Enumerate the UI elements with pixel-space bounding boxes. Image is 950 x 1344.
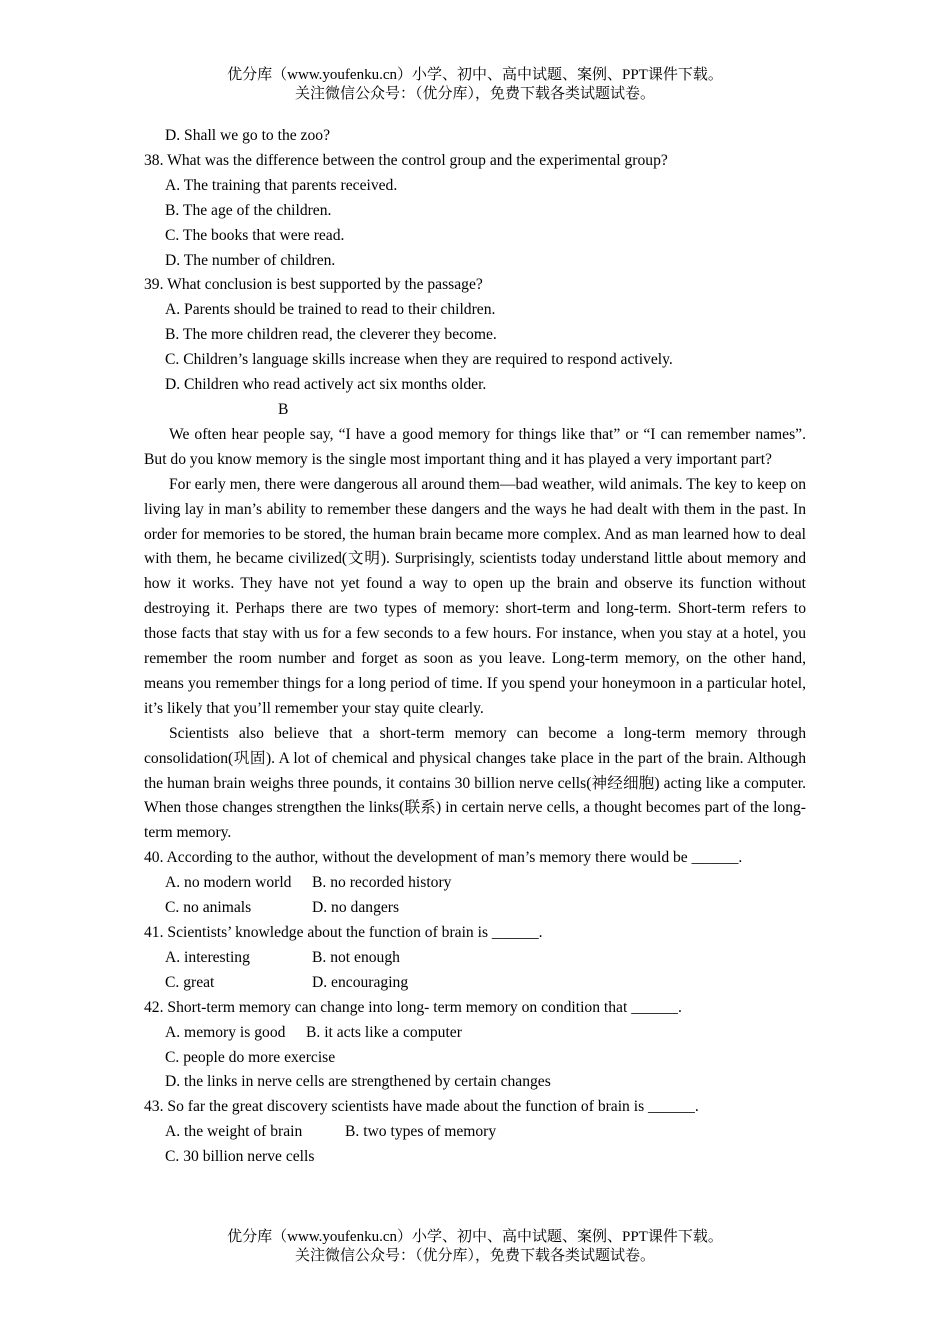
header-line-1: 优分库（www.youfenku.cn）小学、初中、高中试题、案例、PPT课件下载。 <box>227 67 723 83</box>
q43-option-c: C. 30 billion nerve cells <box>165 1148 315 1166</box>
q42-option-c: C. people do more exercise <box>165 1048 336 1066</box>
q39-stem: 39. What conclusion is best supported by the passage? <box>144 276 483 294</box>
q42-option-a: A. memory is good <box>165 1023 286 1041</box>
q40-stem: 40. According to the author, without the development of man’s memory there would be ______. <box>144 849 743 867</box>
q43-stem: 43. So far the great discovery scientists have made about the function of brain is ______. <box>144 1098 699 1116</box>
q41-option-d: D. encouraging <box>312 973 409 991</box>
q38-option-c: C. The books that were read. <box>165 226 345 244</box>
q42-option-d: D. the links in nerve cells are strengthened by certain changes <box>165 1073 551 1091</box>
q39-option-b: B. The more children read, the cleverer they become. <box>165 326 497 344</box>
passage-paragraph-1: We often hear people say, “I have a good memory for things like that” or “I can remember names”. But do you know memory is the single most important thing and it has played a very important part? <box>144 425 806 468</box>
q39-option-d: D. Children who read actively act six months older. <box>165 376 487 394</box>
section-heading-b: B <box>278 400 289 418</box>
q42-stem: 42. Short-term memory can change into long- term memory on condition that ______. <box>144 998 682 1016</box>
q42-option-b: B. it acts like a computer <box>306 1023 462 1041</box>
q41-option-a: A. interesting <box>165 948 250 966</box>
q41-options-row-2 <box>144 971 806 996</box>
q41-stem: 41. Scientists’ knowledge about the function of brain is ______. <box>144 924 543 941</box>
q41-options-row-1 <box>144 946 806 971</box>
q39-option-a: A. Parents should be trained to read to their children. <box>165 301 496 319</box>
page-header <box>0 66 950 104</box>
document-body <box>144 124 806 1170</box>
page-footer <box>0 1228 950 1266</box>
prev-question-option-d: D. Shall we go to the zoo? <box>165 127 330 144</box>
q38-option-a: A. The training that parents received. <box>165 176 398 194</box>
q38-stem: 38. What was the difference between the control group and the experimental group? <box>144 151 668 169</box>
q43-option-b: B. two types of memory <box>345 1123 497 1141</box>
q39-option-c: C. Children’s language skills increase when they are required to respond actively. <box>165 351 673 369</box>
passage-paragraph-3: Scientists also believe that a short-term memory can become a long-term memory through consolidation(巩固). A lot of chemical and physical changes take place in the part of the brain. Although the human brain weighs three pounds, it contains 30 billion nerve cells(神经细胞) acting like a computer. When those changes strengthen the links(联系) in certain nerve cells, a thought becomes part of the long-term memory. <box>144 724 806 842</box>
q43-option-a: A. the weight of brain <box>165 1123 303 1141</box>
q40-options-row-2 <box>144 896 806 921</box>
header-line-2: 关注微信公众号：（优分库），免费下载各类试题试卷。 <box>294 86 655 102</box>
q40-option-c: C. no animals <box>165 899 252 917</box>
q38-option-b: B. The age of the children. <box>165 201 332 219</box>
q40-option-d: D. no dangers <box>312 899 400 917</box>
passage-paragraph-2: For early men, there were dangerous all around them—bad weather, wild animals. The key to keep on living lay in man’s ability to remember these dangers and the ways he had dealt with them in the past. In order for memories to be stored, the human brain became more complex. And as man learned how to deal with them, he became civilized(文明). Surprisingly, scientists today understand little about memory and how it works. They have not yet found a way to open up the brain and observe its function without destroying it. Perhaps there are two types of memory: short-term and long-term. Short-term refers to those facts that stay with us for a few seconds to a few hours. For instance, when you stay at a hotel, you remember the room number and forget as soon as you leave. Long-term memory, on the other hand, means you remember things for a long period of time. If you spend your honeymoon in a particular hotel, it’s likely that you’ll remember your stay quite clearly. <box>144 475 806 717</box>
q41-option-b: B. not enough <box>312 948 400 966</box>
q42-options-row-1 <box>144 1021 806 1046</box>
q40-option-a: A. no modern world <box>165 874 292 892</box>
q43-options-row-1 <box>144 1120 806 1145</box>
q41-option-c: C. great <box>165 973 215 991</box>
footer-line-2: 关注微信公众号：（优分库），免费下载各类试题试卷。 <box>294 1248 655 1264</box>
q38-option-d: D. The number of children. <box>165 251 336 269</box>
q40-option-b: B. no recorded history <box>312 874 452 892</box>
footer-line-1: 优分库（www.youfenku.cn）小学、初中、高中试题、案例、PPT课件下载。 <box>227 1229 723 1245</box>
q40-options-row-1 <box>144 871 806 896</box>
